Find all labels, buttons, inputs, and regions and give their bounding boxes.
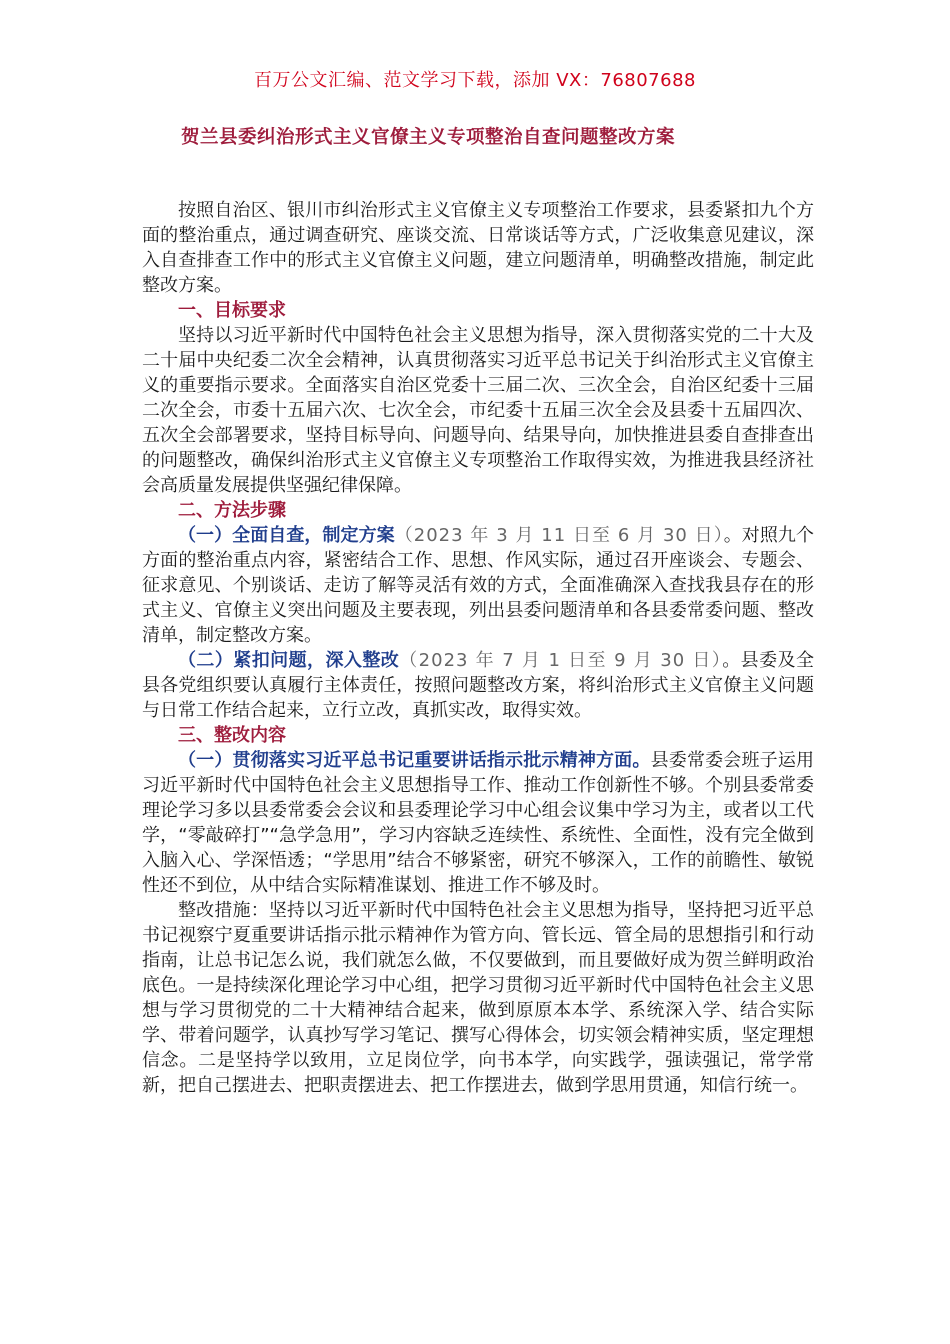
step1-title: （一）全面自查，制定方案 [178, 525, 395, 546]
step2-title: （二）紧扣问题，深入整改 [178, 650, 400, 671]
watermark-text: 百万公文汇编、范文学习下载，添加 VX：76807688 [254, 70, 696, 91]
step2-body: 。县委及全县各党组织要认真履行主体责任，按照问题整改方案，将纠治形式主义官僚主义问题与日常工作结合起来，立行立改，真抓实改，取得实效。 [142, 650, 814, 721]
measures-paragraph: 整改措施：坚持以习近平新时代中国特色社会主义思想为指导，坚持把习近平总书记视察宁夏重要讲话指示批示精神作为管方向、管长远、管全局的思想指引和行动指南，让总书记怎么说，我们就怎么做，不仅要做到，而且要做好成为贺兰鲜明政治底色。一是持续深化理论学习中心组，把学习贯彻习近平新时代中国特色社会主义思想与学习贯彻党的二十大精神结合起来，做到原原本本学、系统深入学、结合实际学、带着问题学，认真抄写学习笔记、撰写心得体会，切实领会精神实质，坚定理想信念。二是坚持学以致用，立足岗位学，向书本学，向实践学，强读强记，常学常新，把自己摆进去、把职责摆进去、把工作摆进去，做到学思用贯通，知信行统一。 [142, 900, 814, 1096]
step2-date: （2023 年 7 月 1 日至 9 月 30 日） [399, 650, 723, 671]
document-title: 贺兰县委纠治形式主义官僚主义专项整治自查问题整改方案 [180, 127, 675, 148]
item1-body: 县委常委会班子运用习近平新时代中国特色社会主义思想指导工作、推动工作创新性不够。个别县委常委理论学习多以县委常委会会议和县委理论学习中心组会议集中学习为主，或者以工代学，“零敲碎打”“急学急用”，学习内容缺乏连续性、系统性、全面性，没有完全做到入脑入心、学深悟透；“学思用”结合不够紧密，研究不够深入，工作的前瞻性、敏锐性还不到位，从中结合实际精准谋划、推进工作不够及时。 [142, 750, 815, 896]
intro-paragraph: 按照自治区、银川市纠治形式主义官僚主义专项整治工作要求，县委紧扣九个方面的整治重点，通过调查研究、座谈交流、日常谈话等方式，广泛收集意见建议，深入自查排查工作中的形式主义官僚主义问题，建立问题清单，明确整改措施，制定此整改方案。 [142, 200, 814, 296]
section-heading-methods: 二、方法步骤 [178, 500, 286, 521]
step1-paragraph [142, 523, 814, 648]
step2-paragraph [142, 648, 814, 723]
item1-title: （一）贯彻落实习近平总书记重要讲话指示批示精神方面。 [178, 750, 651, 771]
step1-body: 。对照九个方面的整治重点内容，紧密结合工作、思想、作风实际，通过召开座谈会、专题会、征求意见、个别谈话、走访了解等灵活有效的方式，全面准确深入查找我县存在的形式主义、官僚主义突出问题及主要表现，列出县委问题清单和各县委常委问题、整改清单，制定整改方案。 [142, 525, 814, 646]
section-heading-goals: 一、目标要求 [178, 300, 286, 321]
section-heading-rectification: 三、整改内容 [178, 725, 286, 746]
goals-paragraph: 坚持以习近平新时代中国特色社会主义思想为指导，深入贯彻落实党的二十大及二十届中央纪委二次全会精神，认真贯彻落实习近平总书记关于纠治形式主义官僚主义的重要指示要求。全面落实自治区党委十三届二次、三次全会，自治区纪委十三届二次全会，市委十五届六次、七次全会，市纪委十五届三次全会及县委十五届四次、五次全会部署要求，坚持目标导向、问题导向、结果导向，加快推进县委自查排查出的问题整改，确保纠治形式主义官僚主义专项整治工作取得实效，为推进我县经济社会高质量发展提供坚强纪律保障。 [142, 325, 814, 496]
item1-paragraph [142, 748, 814, 898]
document-body [142, 198, 814, 1098]
step1-date: （2023 年 3 月 11 日至 6 月 30 日） [394, 525, 724, 546]
